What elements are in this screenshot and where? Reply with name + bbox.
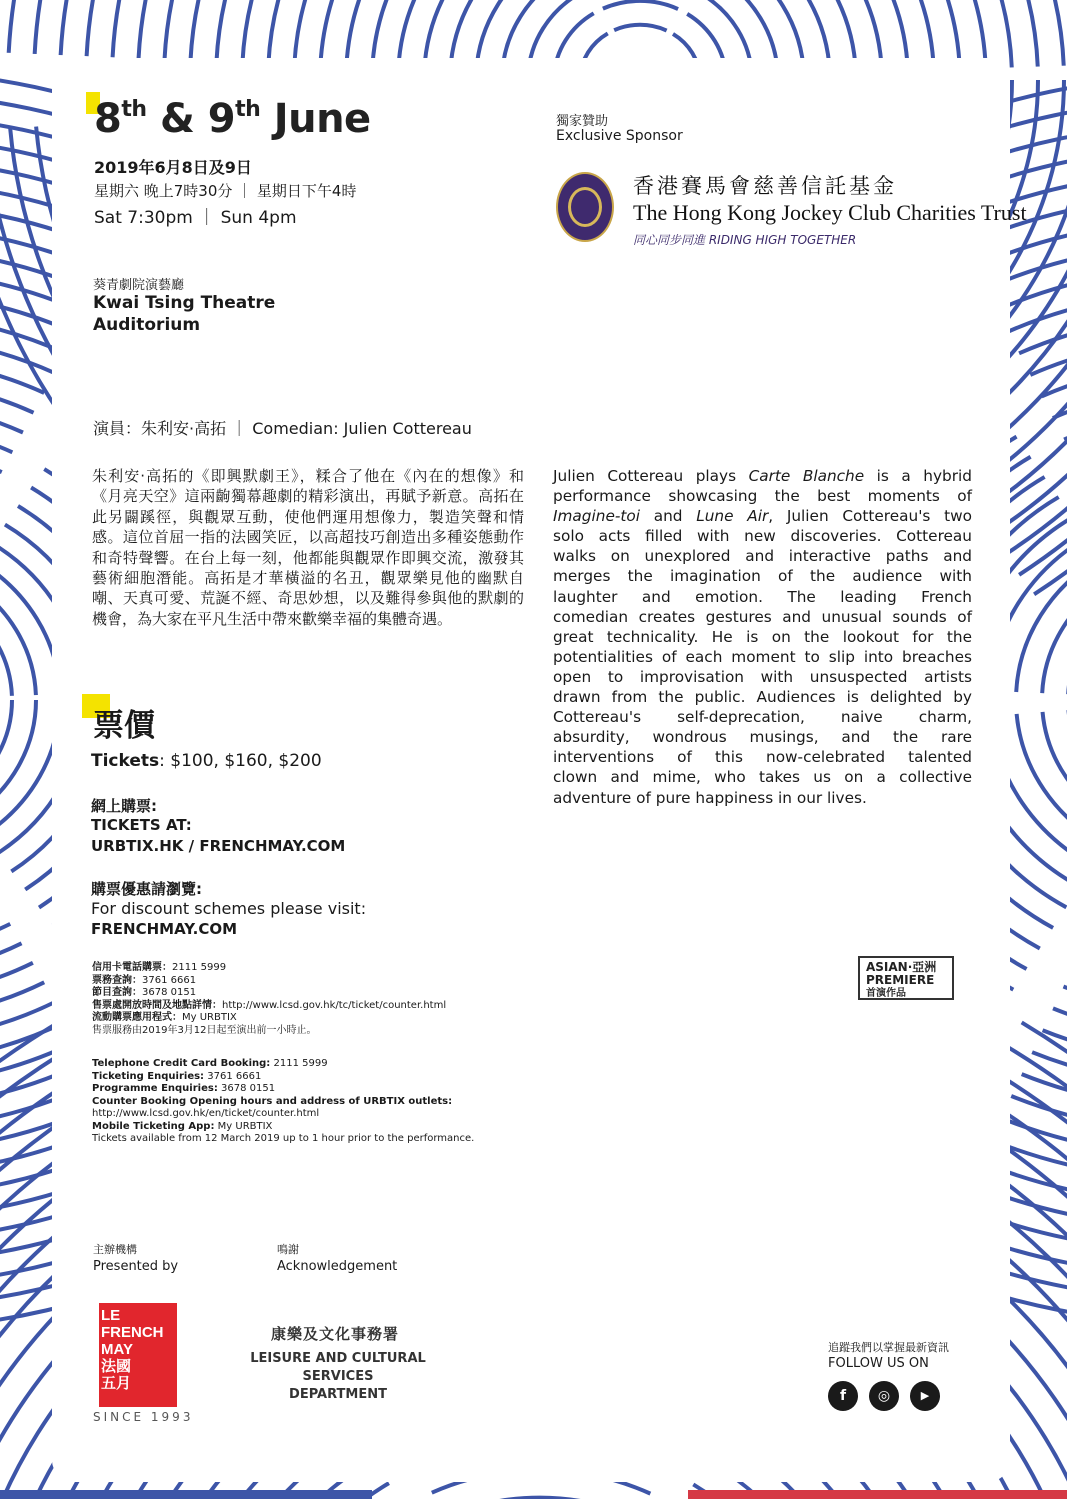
badge-line2: PREMIERE [866, 973, 935, 987]
performer-line: 演員：朱利安·高拓 ｜ Comedian: Julien Cottereau [93, 419, 472, 438]
info-line: Programme Enquiries: 3678 0151 [92, 1083, 276, 1094]
youtube-icon[interactable]: ▶ [910, 1381, 940, 1411]
info-line: http://www.lcsd.gov.hk/en/ticket/counter.html [92, 1108, 320, 1119]
instagram-icon[interactable]: ◎ [869, 1381, 899, 1411]
event-date-zh: 2019年6月8日及9日 [94, 158, 252, 177]
presented-en: Presented by [93, 1259, 179, 1274]
discount-zh: 購票優惠請瀏覽: [91, 880, 202, 898]
online-zh: 網上購票: [91, 797, 157, 815]
follow-en: FOLLOW US ON [828, 1356, 929, 1371]
info-line: 節目查詢：3678 0151 [92, 987, 197, 998]
info-line: Tickets available from 12 March 2019 up to 1 hour prior to the performance. [92, 1133, 475, 1144]
info-line: Ticketing Enquiries: 3761 6661 [92, 1070, 262, 1082]
info-block-en [92, 1058, 532, 1146]
footer-bar-blue [0, 1490, 372, 1499]
footer-bar-red [688, 1490, 1067, 1499]
description-en-line: merges the imagination of the audience with [553, 567, 972, 586]
info-line: 票務查詢：3761 6661 [92, 974, 197, 986]
sponsor-name-en: The Hong Kong Jockey Club Charities Trust [633, 200, 1027, 225]
description-en-line: great technicality. He is on the lookout for the [553, 627, 972, 646]
description-en-line: adventure of pure happiness in our lives. [553, 788, 867, 807]
tickets-label: Tickets [91, 751, 160, 771]
description-en-line: Cottereau's self-deprecation, naive charm, [553, 708, 972, 727]
online-sites-link[interactable]: URBTIX.HK / FRENCHMAY.COM [91, 837, 346, 855]
ack-en: Acknowledgement [277, 1259, 398, 1274]
info-line: Telephone Credit Card Booking: 2111 5999 [92, 1058, 328, 1069]
hkjc-emblem-icon [556, 172, 614, 242]
ack-zh: 鳴謝 [277, 1243, 299, 1256]
sponsor-name-zh: 香港賽馬會慈善信託基金 [633, 174, 897, 198]
tickets-heading-zh: 票價 [93, 708, 155, 744]
lcsd-name-en: LEISURE AND CULTURAL SERVICES DEPARTMENT [250, 1351, 426, 1402]
badge-line1: ASIAN·亞洲 [866, 960, 937, 974]
description-en [553, 466, 972, 808]
event-times-zh: 星期六 晚上7時30分 ｜ 星期日下午4時 [94, 182, 357, 200]
description-en-line: clown and mime, who takes us on a collective [553, 768, 972, 787]
lcsd-name-zh: 康樂及文化事務署 [271, 1325, 400, 1343]
description-en-line: Julien Cottereau plays Carte Blanche is a hybrid [553, 467, 972, 485]
tickets-price-values: : $100, $160, $200 [159, 751, 322, 771]
french-may-logo[interactable]: LE FRENCH MAY 法國 五月 [93, 1303, 177, 1407]
description-en-line: Imagine-toi and Lune Air, Julien Cottereau's two [553, 507, 972, 526]
asian-premiere-badge [858, 956, 954, 1000]
since-text: SINCE 1993 [93, 1410, 194, 1424]
venue-zh: 葵青劇院演藝廳 [93, 278, 185, 293]
info-line: 售票處開放時間及地點詳情：http://www.lcsd.gov.hk/tc/ticket/counter.html [92, 999, 447, 1011]
online-en: TICKETS AT: [91, 816, 192, 834]
info-line: Counter Booking Opening hours and address of URBTIX outlets: [92, 1095, 453, 1107]
ticket-prices [91, 751, 322, 771]
venue-en-line2: Auditorium [93, 315, 201, 335]
description-en-line: open to improvisation with unsuspected artists [553, 667, 972, 686]
description-zh: 朱利安·高拓的《即興默劇王》，糅合了他在《內在的想像》和《月亮天空》這兩齣獨幕趣劇的精彩演出，再賦予新意。高拓在此另闢蹊徑，與觀眾互動，使他們運用想像力，製造笑聲和情感。這位首屈一指的法國笑匠，以高超技巧創造出多種姿態動作和奇特聲響。在台上每一刻，他都能與觀眾作即興交流，激發其藝術細胞潛能。高拓是才華橫溢的名丑，觀眾樂見他的幽默自嘲、天真可愛、荒誕不經、奇思妙想，以及難得參與他的默劇的機會，為大家在平凡生活中帶來歡樂幸福的集體奇遇。 [92, 467, 524, 628]
facebook-icon[interactable]: f [828, 1381, 858, 1411]
info-line: 流動購票應用程式：My URBTIX [92, 1012, 237, 1023]
info-line: Mobile Ticketing App: My URBTIX [92, 1120, 273, 1132]
info-block-zh [92, 962, 512, 1037]
info-line: 售票服務由2019年3月12日起至演出前一小時止。 [92, 1024, 317, 1036]
description-en-line: laughter and emotion. The leading French [553, 587, 972, 606]
discount-en: For discount schemes please visit: [91, 899, 367, 918]
description-en-line: drawn from the public. Audiences is delighted by [553, 688, 972, 707]
description-en-line: walks on unexplored and interactive paths and [553, 547, 972, 566]
sponsor-tagline: 同心同步同進 RIDING HIGH TOGETHER [633, 233, 857, 247]
info-line: 信用卡電話購票：2111 5999 [92, 962, 227, 973]
sponsor-label-zh: 獨家贊助 [556, 114, 609, 129]
event-date-title: 8th & 9th June [94, 96, 371, 142]
badge-line3: 首演作品 [866, 988, 906, 999]
description-en-line: absurdity, wondrous musings, and the rare [553, 728, 972, 747]
description-en-line: solo acts filled with new discoveries. Cottereau [553, 527, 972, 546]
description-en-line: comedian creates gestures and unusual sounds of [553, 607, 972, 626]
description-en-line: potentialities of each moment to slip into breaches [553, 647, 972, 666]
event-times-en: Sat 7:30pm ｜ Sun 4pm [94, 208, 297, 228]
venue-en-line1: Kwai Tsing Theatre [93, 293, 276, 313]
follow-zh: 追蹤我們以掌握最新資訊 [828, 1341, 949, 1354]
presented-zh: 主辦機構 [93, 1243, 137, 1256]
discount-site-link[interactable]: FRENCHMAY.COM [91, 920, 238, 938]
sponsor-label-en: Exclusive Sponsor [556, 128, 683, 144]
description-en-line: interventions of this now-celebrated talented [553, 748, 972, 767]
description-en-line: performance showcasing the best moments of [553, 487, 972, 506]
